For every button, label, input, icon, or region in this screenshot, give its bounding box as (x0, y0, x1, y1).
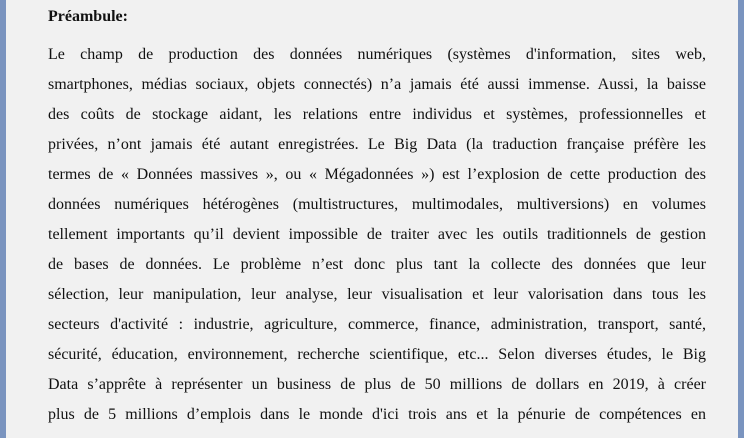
document-content (48, 0, 706, 430)
paragraph-line: smartphones, médias sociaux, objets connectés) n’a jamais été aussi immense. Aussi, la baisse (48, 76, 706, 93)
paragraph-line: sécurité, éducation, environnement, recherche scientifique, etc... Selon diverses études, le Big (48, 346, 706, 363)
paragraph-line: secteurs d'activité : industrie, agriculture, commerce, finance, administration, transport, santé, (48, 316, 706, 333)
preamble-paragraph (48, 40, 706, 430)
paragraph-line: privées, n’ont jamais été autant enregistrées. Le Big Data (la traduction française préfère les (48, 136, 706, 153)
paragraph-line: Le champ de production des données numériques (systèmes d'information, sites web, (48, 46, 706, 63)
paragraph-line: des coûts de stockage aidant, les relations entre individus et systèmes, professionnelles et (48, 106, 706, 123)
paragraph-line: de bases de données. Le problème n’est donc plus tant la collecte des données que leur (48, 256, 706, 273)
paragraph-line: sélection, leur manipulation, leur analyse, leur visualisation et leur valorisation dans tous les (48, 286, 706, 303)
paragraph-line: termes de « Données massives », ou « Mégadonnées ») est l’explosion de cette production des (48, 166, 706, 183)
section-heading: Préambule: (48, 8, 128, 25)
paragraph-line: Data s’apprête à représenter un business de plus de 50 millions de dollars en 2019, à créer (48, 376, 706, 393)
paragraph-line: données numériques hétérogènes (multistructures, multimodales, multiversions) en volumes (48, 196, 706, 213)
paragraph-line: plus de 5 millions d’emplois dans le monde d'ici trois ans et la pénurie de compétences en (48, 406, 706, 423)
paragraph-line: tellement importants qu’il devient impossible de traiter avec les outils traditionnels de gestion (48, 226, 706, 243)
